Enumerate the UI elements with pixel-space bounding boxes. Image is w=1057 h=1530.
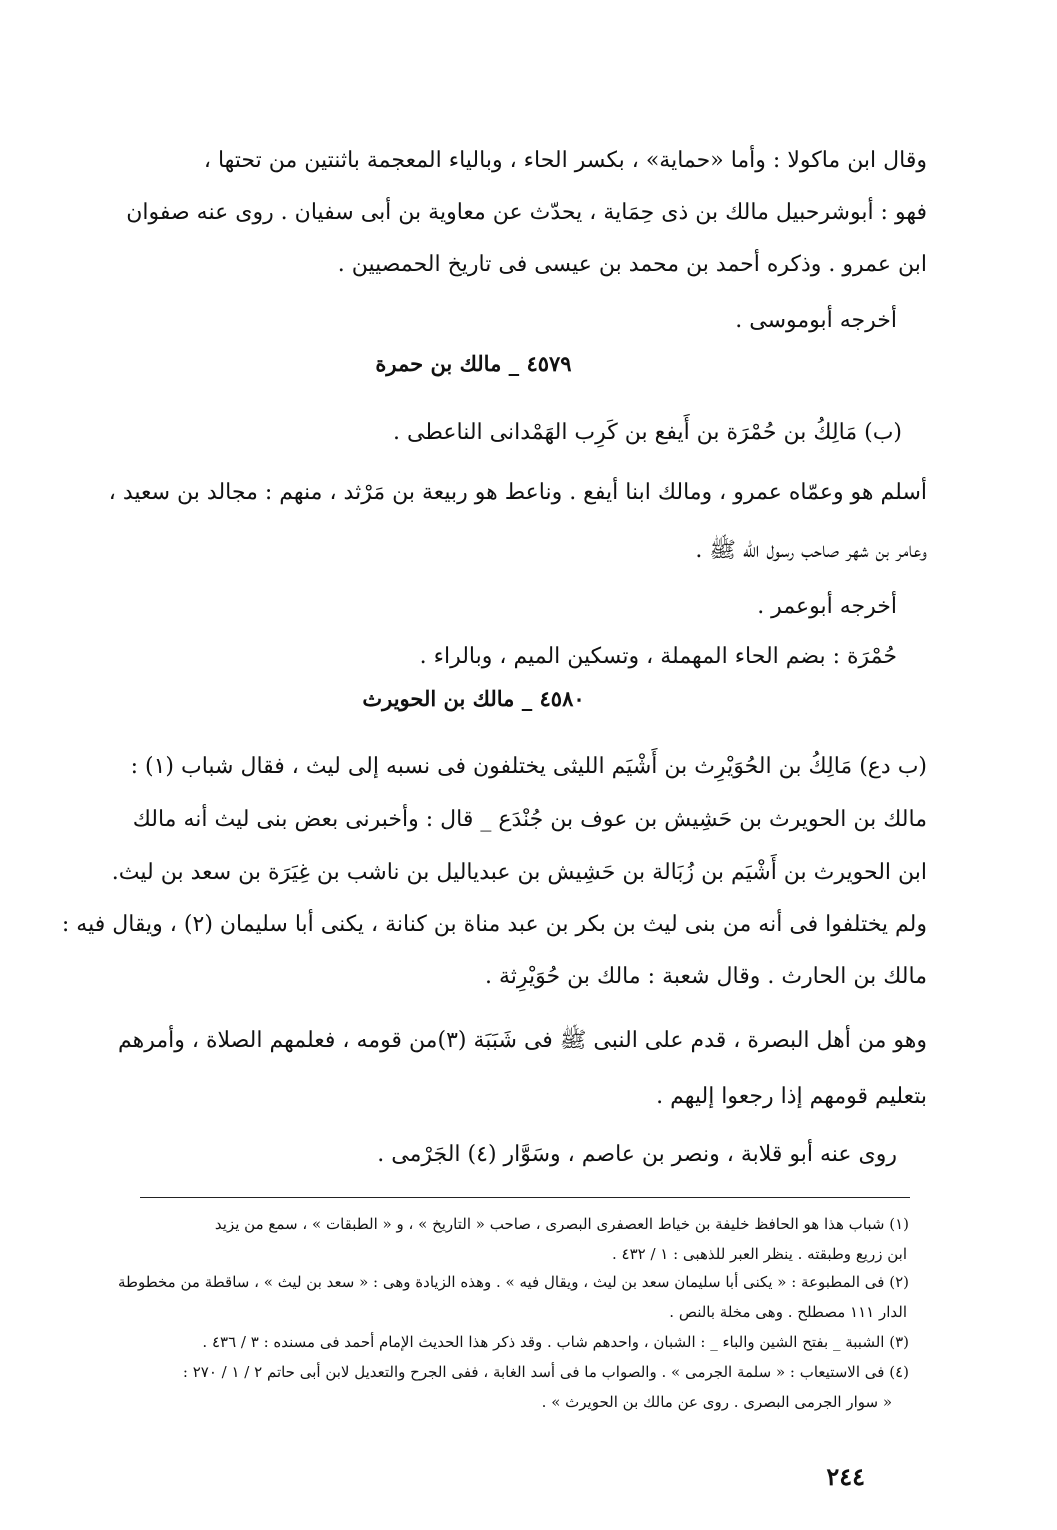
body-line: مالك بن الحويرث بن حَشِيش بن عوف بن جُنْدَع _ قال : وأخبرنى بعض بنى ليث أنه مالك [132, 807, 927, 832]
body-line: أخرجه أبوموسى . [735, 308, 897, 333]
body-line: أخرجه أبوعمر . [757, 594, 897, 619]
body-line: روى عنه أبو قلابة ، ونصر بن عاصم ، وسَوَّار (٤) الجَرْمى . [377, 1142, 897, 1167]
footnote-line: (٢) فى المطبوعة : « يكنى أبا سليمان سعد بن ليث ، ويقال فيه » . وهذه الزيادة وهى : « سعد بن ليث » ، ساقطة من مخطوطة [117, 1273, 909, 1291]
body-line: ولم يختلفوا فى أنه من بنى ليث بن بكر بن عبد مناة بن كنانة ، يكنى أبا سليمان (٢) ، ويقال فيه : [61, 912, 927, 937]
body-line: فهو : أبوشرحبيل مالك بن ذى حِمَاية ، يحدّث عن معاوية بن أبى سفيان . روى عنه صفوان [126, 200, 927, 225]
footnote-line: (٤) فى الاستيعاب : « سلمة الجرمى » . والصواب ما فى أسد الغابة ، ففى الجرح والتعديل لابن أبى حاتم ٢ / ١ / ٢٧٠ : [182, 1363, 909, 1381]
body-line: وقال ابن ماكولا : وأما «حماية» ، بكسر الحاء ، وبالياء المعجمة باثنتين من تحتها ، [203, 148, 927, 173]
body-line: أسلم هو وعمّاه عمرو ، ومالك ابنا أيفع . وناعط هو ربيعة بن مَرْثد ، منهم : مجالد بن سعيد ، [108, 480, 927, 505]
body-line: ابن الحويرث بن أَشْيَم بن زُبَالة بن حَشِيش بن عبدياليل بن ناشب بن غِيَرَة بن سعد بن ليث. [111, 860, 927, 885]
entry-heading-4580: ٤٥٨٠ _ مالك بن الحويرث [362, 686, 585, 711]
footnote-line: « سوار الجرمى البصرى . روى عن مالك بن الحويرث » . [541, 1393, 892, 1411]
body-line: وهو من أهل البصرة ، قدم على النبى ﷺ فى شَبَبَة (٣)من قومه ، فعلمهم الصلاة ، وأمرهم [117, 1028, 927, 1053]
entry-title-line: (ب) مَالِكُ بن حُمْرَة بن أَيفع بن كَرِب الهَمْدانى الناعطى . [393, 420, 902, 445]
footnote-line: الدار ١١١ مصطلح . وهى مخلة بالنص . [669, 1303, 907, 1321]
footnote-line: (٣) الشببة _ بفتح الشين والباء _ : الشبان ، واحدهم شاب . وقد ذكر هذا الحديث الإمام أحمد فى مسنده : ٣ / ٤٣٦ . [202, 1333, 909, 1351]
body-line: مالك بن الحارث . وقال شعبة : مالك بن حُوَيْرِثة . [484, 964, 927, 989]
entry-heading-4579: ٤٥٧٩ _ مالك بن حمرة [375, 351, 572, 376]
body-line: بتعليم قومهم إذا رجعوا إليهم . [656, 1084, 927, 1109]
page-number: ٢٤٤ [826, 1462, 865, 1491]
entry-title-line: (ب دع) مَالِكُ بن الحُوَيْرِث بن أَشْيَم الليثى يختلفون فى نسبه إلى ليث ، فقال شباب (١) : [130, 754, 927, 779]
body-line: حُمْرَة : بضم الحاء المهملة ، وتسكين الميم ، وبالراء . [419, 644, 897, 669]
footnote-line: (١) شباب هذا هو الحافظ خليفة بن خياط العصفرى البصرى ، صاحب « التاريخ » ، و « الطبقات » ، سمع من يزيد [214, 1215, 909, 1233]
body-line: وعامر بن شهر صاحب رسول الله ﷺ . [695, 538, 927, 563]
body-line: ابن عمرو . وذكره أحمد بن محمد بن عيسى فى تاريخ الحمصيين . [337, 252, 927, 277]
footnote-line: ابن زريع وطبقته . ينظر العبر للذهبى : ١ / ٤٣٢ . [611, 1245, 907, 1263]
footnote-divider [140, 1197, 910, 1198]
